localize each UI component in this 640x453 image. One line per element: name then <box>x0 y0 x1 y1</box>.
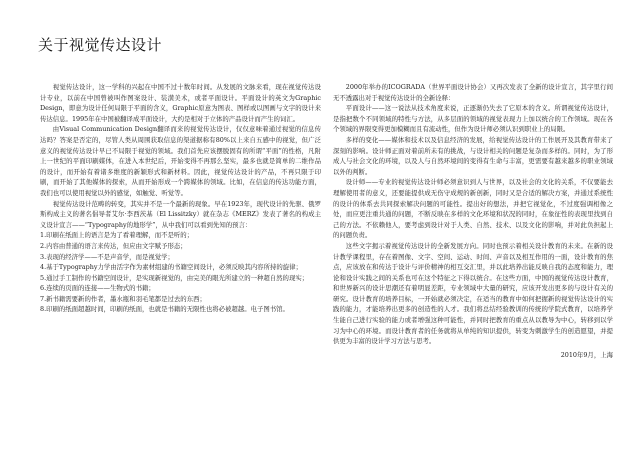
body-paragraph: 视觉传达设计，这一学科的兴起在中国不过十数年时间。从发展的文脉来看，现在视觉传达设计专业，以前在中国曾被叫作图案设计、装潢美术，或者平面设计。平面设计的英文为Graphic Design，即意为设计任何局限于平面的含义，Graphic原意为图表、图样或以图画与文字的设计来传达信息。1995年在中国被翻译成平面设计，大约是相对于立体的产品设计而产生的词汇。 <box>40 83 321 123</box>
date-signature: 2010年9月，上海 <box>560 350 613 359</box>
list-item: 4.基于Typography力学由活字作为素材组建的书籍空间设计，必须反映其内容所持的旋律； <box>40 263 302 272</box>
body-paragraph: 2000年举办的ICOGRADA（世界平面设计协会）又再次发表了全新的设计宣言，其字里行间无不透露出对于视觉传达设计的全新诠释： <box>333 83 613 102</box>
body-paragraph: 平面设计——这一说法从技术角度来说，正逐渐仍失去了它原本的含义。所谓视觉传达设计，是指把数个不同领域的特性与方法，从多层面的领域的视觉表现力上加以统合的工作领域。现在各个领域的界限变得更加模糊而且有流动性，但作为设计师必须认识到职业上的局限。 <box>333 104 613 134</box>
list-item: 2.内容由普通的语言来传达，但应由文字赋予形态； <box>40 241 187 250</box>
list-item: 6.连续的页面的连接——生物式的书籍； <box>40 284 155 293</box>
page-title: 关于视觉传达设计 <box>38 36 163 54</box>
list-item: 8.印刷的纸面超越时间，印刷的纸面，也就是书籍的无限性也将必被超越。电子图书馆。 <box>40 305 289 314</box>
body-paragraph: 这些文字揭示着视觉传达设计的全新发展方向。同时也预示着相关设计教育的未来。在新的设计教学课程里，存在着图像、文字、空间、运动、时间、声音以及相互作用的一面，设计教育的焦点，应该放在和传达于设计与评价精神的相互交汇里，并以此培养出能反映自我的态度和能力，理论和设计实践之间的关系也可在这个特征之下得以统合。在这些方面，中国的视觉传达设计教育，和世界新兴的设计思潮还有着明显差距，专业领域中大量的研究，应该开发出更多的与设计有关的研究。设计教育的培养目标，一开始就必须决定，在适当的教育中如何把握新的视觉传达设计的实践的能力，才能培养出更多的创造性的人才。我们将总结经验教训的传统的学院式教育，以培养学生能自己进行实验的能力或者增强这种可能性，并同时把教育的重点从以教导为中心，转移到以学习为中心的环境。而设计教育者的任务就将从单纯的知识提供，转变为刺激学生的创造愿望，并提供更为丰富的设计学习方法与思考。 <box>333 241 613 346</box>
list-item: 7.新书籍需要新的作者，墨水瓶和羽毛笔都是过去的东西； <box>40 294 206 303</box>
body-paragraph: 设计师——专业的视觉传达设计师必须意识到人与世界，以及社会的文化的关系，不仅要能去理解使用者的意义，还要能提供成无伤守成规的新创新，同时又是合适的解决方案，并通过系统性的设计的体系去共同探索解决问题的可能性。提出好的想法，并把它视觉化，不过度强调相像之处，而应更注重共通的问题，不断反映在多样的文化环境和状况的同时，在象征性的表现里找到自己的方法。不依赖他人，要考虑到设计对于人类、自然、技术、以及文化的影响，并对此负担起上的问题负责。 <box>333 178 613 240</box>
list-item: 5.通过手工制作的书籍空间设计，是实现新视觉的，由完美的眼光所建立的一种超自然的现实； <box>40 273 309 282</box>
body-paragraph: 多样的变化——媒体和技术以及信息经济的发展，给视觉传达设计的工作展开及其教育带来了深刻的影响。设计师正面对着前所未有的挑战，与设计相关的问题是复杂而多样的。同时，为了形成人与社会文化的环境，以及人与自然环境间的变得有生命与丰富，更需要有越来越多的职业领域以外的判断。 <box>333 135 613 176</box>
body-paragraph: 视觉传达设计范畴的转变，其实并不是一个最新的现象。早在1923年，现代设计的先驱、俄罗斯构成主义的著名倡导者艾尔·李西茨基（El Lissitzky）就在杂志《MERZ》发表了著名的构成主义设计宣言——“Typography的地形学”，从中我们可以看到先知的预言： <box>40 199 321 229</box>
list-item: 3.表现的经济学——不是声音学，而是视觉学； <box>40 252 174 261</box>
list-item: 1.印刷在纸面上的语言是为了看着理解，而不是听的； <box>40 231 194 240</box>
right-column <box>333 82 613 360</box>
manifesto-list <box>40 230 321 315</box>
left-column <box>40 82 321 315</box>
body-paragraph: 由Visual Communication Design翻译而来的视觉传达设计，仅仅意味着通过视觉的信息传达吗？答案是否定的，尽管人类从周围获取信息的渠道据称有80%以上来自五感中的视觉，但广泛意义的视觉传达设计早已不局限于视觉的领域。我们首先应该摆脱固有的所谓“平面”的性格，凡附上一世纪的平面印刷媒体，在进入本世纪后，开始变得不再那么坚实，最多也就是简单的二维作品的设计，而开始有着诸多维度的新颖形式和新材料。因此，视觉传达设计的产品，不再只限于印刷，而开始了其他媒体的探索，从而开始形成一个跨媒体的领域。比如，在信息的传达功能方面，我们也可以使用视觉以外的感觉，如触觉、听觉等。 <box>40 125 321 197</box>
